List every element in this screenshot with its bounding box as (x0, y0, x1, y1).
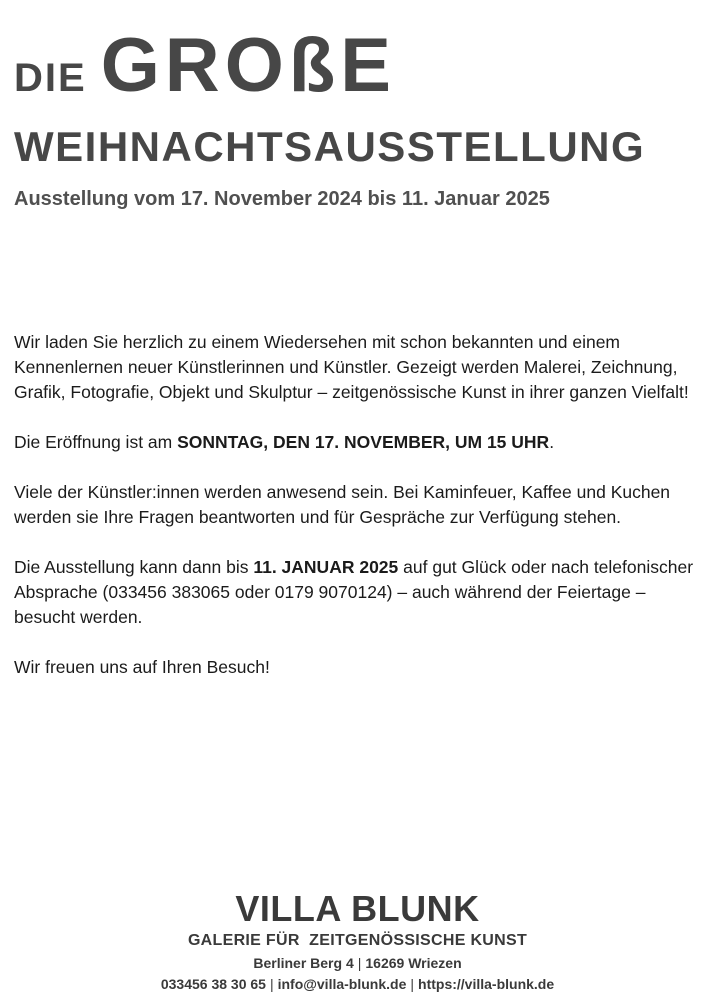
gallery-address (0, 955, 715, 971)
separator: | (269, 976, 274, 992)
gallery-subtitle: GALERIE FÜR ZEITGENÖSSISCHE KUNST (187, 932, 528, 949)
exhibition-dates: Ausstellung vom 17. November 2024 bis 11. Januar 2025 (14, 188, 550, 210)
phone-number: 033456 38 30 65 (160, 976, 266, 992)
email-link[interactable]: info@villa-blunk.de (277, 976, 407, 992)
separator: | (357, 955, 362, 971)
separator: | (410, 976, 415, 992)
opening-date: SONNTAG, DEN 17. NOVEMBER, UM 15 UHR (177, 432, 550, 452)
title-grosse: GROßE (100, 23, 396, 108)
title-die: DIE (14, 56, 87, 100)
paragraph-opening: Die Eröffnung ist am SONNTAG, DEN 17. NOVEMBER, UM 15 UHR. (14, 432, 555, 452)
address-city: 16269 Wriezen (365, 955, 462, 971)
gallery-contact (0, 976, 715, 992)
website-link[interactable]: https://villa-blunk.de (418, 976, 555, 992)
gallery-name: VILLA BLUNK (235, 888, 480, 929)
title-weihnachtsausstellung: WEIHNACHTSAUSSTELLUNG (14, 123, 646, 170)
paragraph-closing: Wir freuen uns auf Ihren Besuch! (14, 657, 270, 677)
paragraph-intro: Wir laden Sie herzlich zu einem Wiedersehen mit schon bekannten und einem Kennenlernen neuer Künstlerinnen und Künstler. Gezeigt werden Malerei, Zeichnung, Grafik, Fotografie, Objekt und Skulptur – zeitgenössische Kunst in ihrer ganzen Vielfalt! (14, 332, 689, 402)
invitation-text (14, 330, 704, 705)
paragraph-artists: Viele der Künstler:innen werden anwesend sein. Bei Kaminfeuer, Kaffee und Kuchen werden sie Ihre Fragen beantworten und für Gespräche zur Verfügung stehen. (14, 482, 671, 527)
address-street: Berliner Berg 4 (253, 955, 354, 971)
paragraph-visiting: Die Ausstellung kann dann bis 11. JANUAR 2025 auf gut Glück oder nach telefonischer Absprache (033456 383065 oder 0179 9070124) – auch während der Feiertage – besucht werden. (14, 557, 694, 627)
page-title (14, 23, 646, 170)
end-date: 11. JANUAR 2025 (253, 557, 399, 577)
